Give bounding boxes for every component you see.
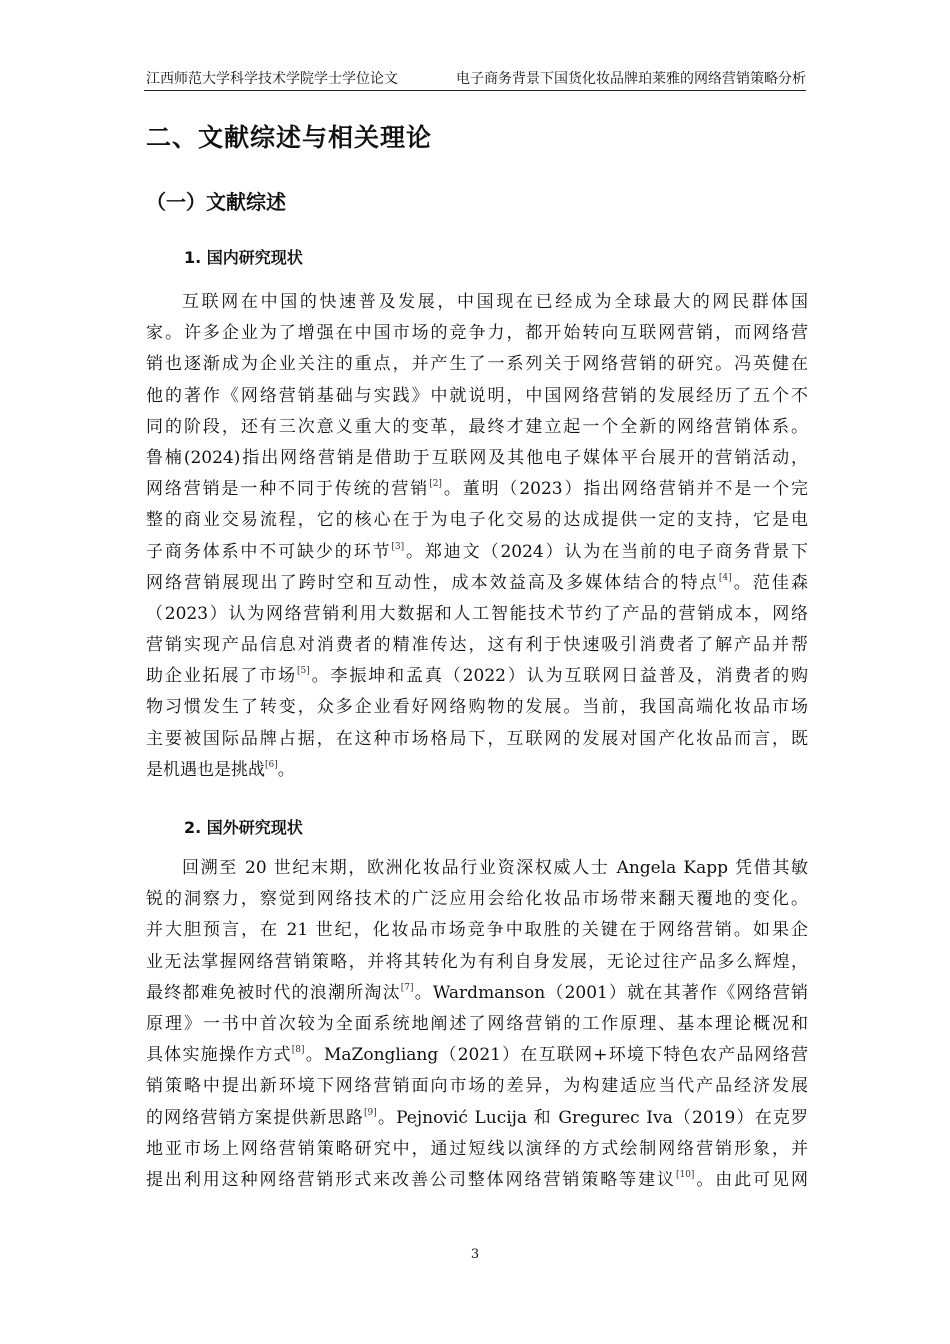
citation-ref: [6] xyxy=(265,759,278,770)
text-line xyxy=(146,1040,808,1071)
text-segment: 。郑迪文（2024）认为在当前的电子商务背景下 xyxy=(404,541,809,562)
text-line xyxy=(146,978,808,1009)
text-line xyxy=(146,568,808,599)
citation-ref: [8] xyxy=(291,1045,305,1056)
text-segment: 是机遇也是挑战 xyxy=(146,759,265,780)
text-line: 地亚市场上网络营销策略研究中，通过短线以演绎的方式绘制网络营销形象，并 xyxy=(146,1138,808,1159)
text-segment: 的网络营销方案提供新思路 xyxy=(146,1107,365,1128)
text-segment: 助企业拓展了市场 xyxy=(146,666,298,687)
text-line xyxy=(146,537,808,568)
text-segment: 。Pejnović Lucija 和 Gregurec Iva（2019）在克罗 xyxy=(376,1107,809,1128)
paragraph-domestic-research xyxy=(146,287,808,786)
citation-ref: [9] xyxy=(364,1107,377,1118)
subsection-title-foreign: 2. 国外研究现状 xyxy=(184,818,303,837)
text-line: 互联网在中国的快速普及发展，中国现在已经成为全球最大的网民群体国 xyxy=(182,292,808,312)
text-segment: 网络营销是一种不同于传统的营销 xyxy=(146,479,430,500)
text-segment: 。MaZongliang（2021）在互联网+环境下特色农产品网络营 xyxy=(304,1045,808,1066)
text-segment: 子商务体系中不可缺少的环节 xyxy=(146,541,392,562)
text-line xyxy=(146,661,808,692)
text-segment: 。Wardmanson（2001）就在其著作《网络营销 xyxy=(413,982,809,1003)
text-line xyxy=(146,474,808,505)
text-line: 营销实现产品信息对消费者的精准传达，这有利于快速吸引消费者了解产品并帮 xyxy=(146,635,808,656)
chapter-title: 二、文献综述与相关理论 xyxy=(146,123,433,152)
text-line xyxy=(146,755,808,786)
text-line: 同的阶段，还有三次意义重大的变革，最终才建立起一个全新的网络营销体系。 xyxy=(146,416,808,437)
text-line xyxy=(146,1103,808,1134)
text-line: 整的商业交易流程，它的核心在于为电子化交易的达成提供一定的支持，它是电 xyxy=(146,510,808,531)
text-line: 锐的洞察力，察觉到网络技术的广泛应用会给化妆品市场带来翻天覆地的变化。 xyxy=(146,889,808,910)
text-line: 并大胆预言，在 21 世纪，化妆品市场竞争中取胜的关键在于网络营销。如果企 xyxy=(146,920,808,941)
text-segment: 。李振坤和孟真（2022）认为互联网日益普及，消费者的购 xyxy=(309,666,809,687)
text-segment: 网络营销展现出了跨时空和互动性，成本效益高及多媒体结合的特点 xyxy=(146,572,719,593)
header-paper-title: 电子商务背景下国货化妆品牌珀莱雅的网络营销策略分析 xyxy=(456,71,806,87)
page-number: 3 xyxy=(470,1247,480,1262)
text-segment: 具体实施操作方式 xyxy=(146,1045,292,1066)
section-title: （一）文献综述 xyxy=(146,190,286,214)
text-line: 业无法掌握网络营销策略，并将其转化为有利自身发展，无论过往产品多么辉煌， xyxy=(146,951,808,972)
text-line: 销也逐渐成为企业关注的重点，并产生了一系列关于网络营销的研究。冯英健在 xyxy=(146,354,808,375)
text-line: 物习惯发生了转变，众多企业看好网络购物的发展。当前，我国高端化妆品市场 xyxy=(146,697,808,718)
text-segment: 。由此可见网 xyxy=(694,1169,808,1190)
text-line: 回溯至 20 世纪末期，欧洲化妆品行业资深权威人士 Angela Kapp 凭借其敏 xyxy=(182,858,808,878)
citation-ref: [4] xyxy=(718,572,732,583)
citation-ref: [3] xyxy=(391,541,405,552)
citation-ref: [5] xyxy=(297,666,310,677)
text-segment: 提出利用这种网络营销形式来改善公司整体网络营销策略等建议 xyxy=(146,1169,676,1190)
citation-ref: [10] xyxy=(675,1169,695,1180)
text-segment: 。 xyxy=(277,759,295,780)
subsection-title-domestic: 1. 国内研究现状 xyxy=(184,248,303,267)
running-header xyxy=(144,68,806,91)
text-line: 鲁楠(2024)指出网络营销是借助于互联网及其他电子媒体平台展开的营销活动， xyxy=(146,447,808,468)
text-line: 销策略中提出新环境下网络营销面向市场的差异，为构建适应当代产品经济发展 xyxy=(146,1076,808,1097)
text-segment: 最终都难免被时代的浪潮所淘汰 xyxy=(146,982,401,1003)
text-line: 主要被国际品牌占据，在这种市场格局下，互联网的发展对国产化妆品而言，既 xyxy=(146,728,808,749)
text-line: 原理》一书中首次较为全面系统地阐述了网络营销的工作原理、基本理论概况和 xyxy=(146,1013,808,1034)
header-thesis-title: 江西师范大学科学技术学院学士学位论文 xyxy=(146,71,398,87)
text-line: 他的著作《网络营销基础与实践》中就说明，中国网络营销的发展经历了五个不 xyxy=(146,385,808,406)
paragraph-foreign-research xyxy=(146,853,808,1196)
text-line xyxy=(146,1165,808,1196)
text-segment: 。董明（2023）指出网络营销并不是一个完 xyxy=(441,479,809,500)
citation-ref: [2] xyxy=(429,479,442,490)
text-line: （2023）认为网络营销利用大数据和人工智能技术节约了产品的营销成本，网络 xyxy=(146,603,808,624)
text-line: 家。许多企业为了增强在中国市场的竞争力，都开始转向互联网营销，而网络营 xyxy=(146,323,808,344)
citation-ref: [7] xyxy=(400,982,414,993)
text-segment: 。范佳森 xyxy=(731,572,809,593)
